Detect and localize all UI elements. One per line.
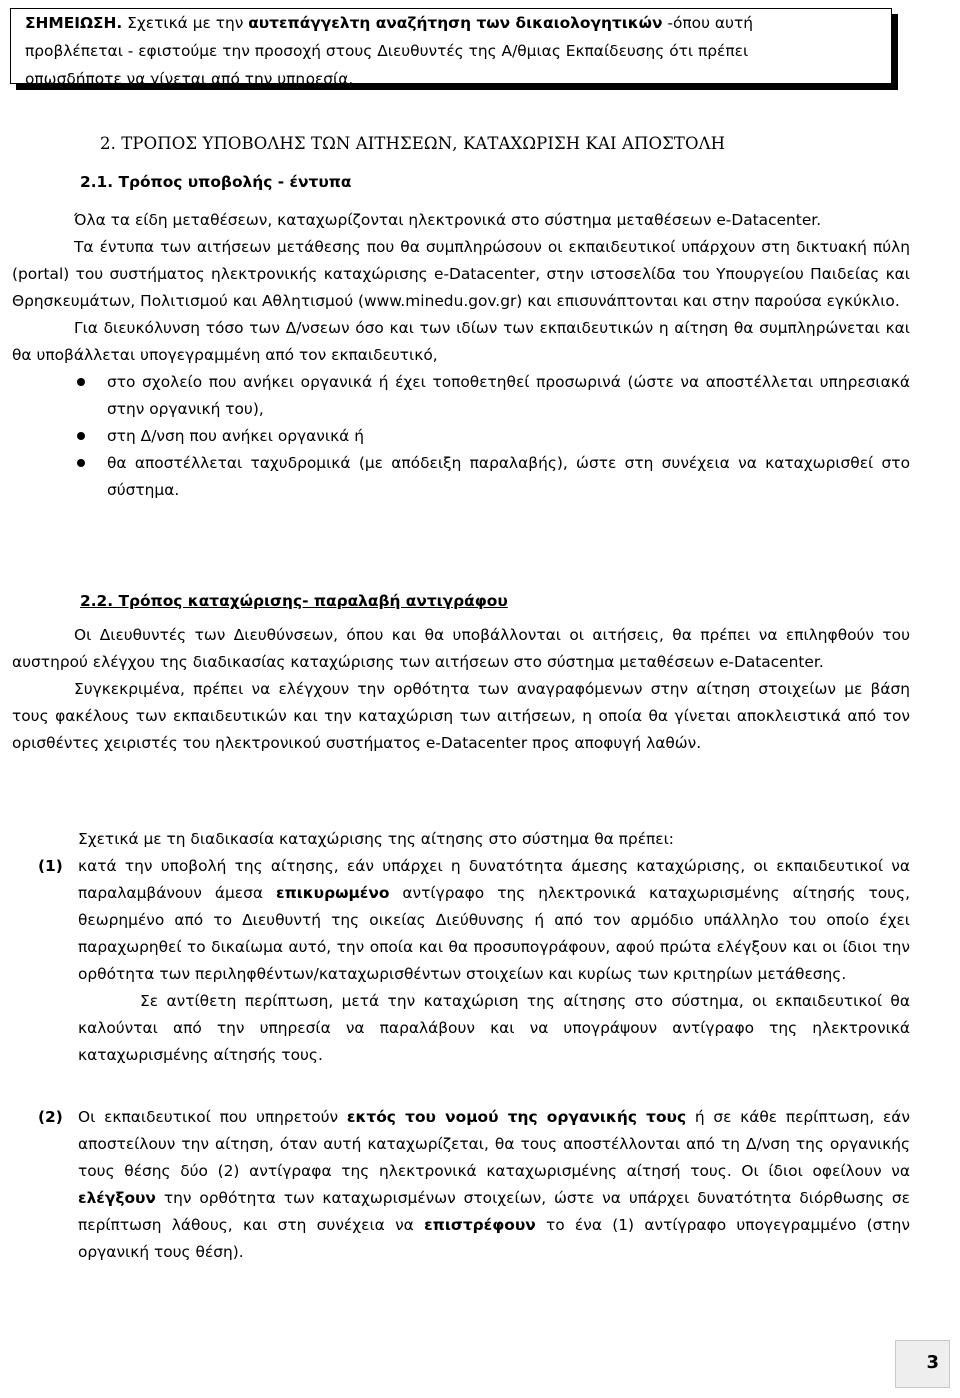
requirements-intro: Σχετικά με τη διαδικασία καταχώρισης της αίτησης στο σύστημα θα πρέπει: (78, 830, 674, 848)
note-label: ΣΗΜΕΙΩΣΗ. (25, 14, 123, 32)
list-item: στο σχολείο που ανήκει οργανικά ή έχει τοποθετηθεί προσωρινά (ώστε να αποστέλλεται υπηρεσιακά στην οργανική του), (12, 369, 910, 423)
paragraph: Οι Διευθυντές των Διευθύνσεων, όπου και θα υποβάλλονται οι αιτήσεις, θα πρέπει να επιληφθούν του αυστηρού ελέγχου της διαδικασίας καταχώρισης των αιτήσεων στο σύστημα μεταθέσεων e-Datacenter. (12, 626, 910, 671)
page-number: 3 (926, 1352, 939, 1373)
bullet-icon (77, 459, 85, 467)
note-line-2: προβλέπεται - εφιστούμε την προσοχή στους Διευθυντές της Α/θμιας Εκπαίδευσης ότι πρέπει (25, 42, 749, 60)
paragraph: Για διευκόλυνση τόσο των Δ/νσεων όσο και των ιδίων των εκπαιδευτικών η αίτηση θα συμπληρώνεται και θα υποβάλλεται υπογεγραμμένη από τον εκπαιδευτικό, (12, 319, 910, 364)
paragraph: Συγκεκριμένα, πρέπει να ελέγχουν την ορθότητα των αναγραφόμενων στην αίτηση στοιχείων με βάση τους φακέλους των εκπαιδευτικών και την καταχώριση των αιτήσεων, η οποία θα γίνεται αποκλειστικά από τον ορισθέντες χειριστές του ηλεκτρονικού συστήματος e-Datacenter προς αποφυγή λαθών. (12, 680, 910, 752)
note-box (10, 8, 892, 88)
paragraph: Οι εκπαιδευτικοί που υπηρετούν εκτός του νομού της οργανικής τους ή σε κάθε περίπτωση, εάν αποστείλουν την αίτηση, όταν αυτή καταχωρίζεται, θα τους αποστέλλονται από τη Δ/νση της οργανικής τους θέσης δύο (2) αντίγραφα της ηλεκτρονικά καταχωρισμένης αίτησή τους. Οι ίδιοι οφείλουν να ελέγξουν την ορθότητα των καταχωρισμένων στοιχείων, ώστε να υπάρχει δυνατότητα διόρθωσης σε περίπτωση λάθους, και στη συνέχεια να επιστρέφουν το ένα (1) αντίγραφο υπογεγραμμένο (στην οργανική τους θέση). (78, 1108, 911, 1261)
bullet-list (12, 369, 910, 504)
section-2-2-body (12, 622, 910, 757)
note-bold: αυτεπάγγελτη αναζήτηση των δικαιολογητικών (248, 14, 663, 32)
note-line-1: ΣΗΜΕΙΩΣΗ. Σχετικά με την αυτεπάγγελτη αναζήτηση των δικαιολογητικών -όπου αυτή (25, 14, 753, 32)
paragraph: Σε αντίθετη περίπτωση, μετά την καταχώριση της αίτησης στο σύστημα, οι εκπαιδευτικοί θα καλούνται από την υπηρεσία να παραλάβουν και να υπογράψουν αντίγραφο της ηλεκτρονικά καταχωρισμένης αίτησής τους. (78, 992, 910, 1064)
paragraph: Όλα τα είδη μεταθέσεων, καταχωρίζονται ηλεκτρονικά στο σύστημα μεταθέσεων e-Datacenter. (74, 211, 822, 229)
section-heading: 2. ΤΡΟΠΟΣ ΥΠΟΒΟΛΗΣ ΤΩΝ ΑΙΤΗΣΕΩΝ, ΚΑΤΑΧΩΡΙΣΗ ΚΑΙ ΑΠΟΣΤΟΛΗ (100, 134, 726, 153)
item-2-text (78, 1104, 910, 1266)
bullet-icon (77, 378, 85, 386)
note-line-3: οπωσδήποτε να γίνεται από την υπηρεσία. (25, 70, 354, 88)
section-2-1-body (12, 207, 910, 504)
section-2-1-title: 2.1. Τρόπος υποβολής - έντυπα (80, 173, 352, 191)
list-item: στη Δ/νση που ανήκει οργανικά ή (12, 423, 910, 450)
item-number: (1) (38, 857, 63, 875)
item-1-text (78, 853, 910, 1069)
list-item: θα αποστέλλεται ταχυδρομικά (με απόδειξη παραλαβής), ώστε στη συνέχεια να καταχωρισθεί στο σύστημα. (12, 450, 910, 504)
page-number-box (895, 1340, 950, 1388)
section-2-2-title: 2.2. Τρόπος καταχώρισης- παραλαβή αντιγράφου (80, 592, 508, 610)
paragraph: Τα έντυπα των αιτήσεων μετάθεσης που θα συμπληρώσουν οι εκπαιδευτικοί υπάρχουν στη δικτυακή πύλη (portal) του συστήματος ηλεκτρονικής καταχώρισης e-Datacenter, στην ιστοσελίδα του Υπουργείου Παιδείας και Θρησκευμάτων, Πολιτισμού και Αθλητισμού (www.minedu.gov.gr) και επισυνάπτονται και στην παρούσα εγκύκλιο. (12, 238, 910, 310)
bullet-icon (77, 432, 85, 440)
paragraph: κατά την υποβολή της αίτησης, εάν υπάρχει η δυνατότητα άμεσης καταχώρισης, οι εκπαιδευτικοί να παραλαμβάνουν άμεσα επικυρωμένο αντίγραφο της ηλεκτρονικά καταχωρισμένης αίτησής τους, θεωρημένο από το Διευθυντή της οικείας Διεύθυνσης ή από τον αρμόδιο υπάλληλο του οποίο έχει παραχωρηθεί το δικαίωμα αυτό, την οποία και θα προσυπογράφουν, αφού πρώτα ελέγξουν και οι ίδιοι την ορθότητα των περιληφθέντων/καταχωρισθέντων στοιχείων και κυρίως των κριτηρίων μετάθεσης. (78, 857, 911, 983)
item-number: (2) (38, 1108, 63, 1126)
